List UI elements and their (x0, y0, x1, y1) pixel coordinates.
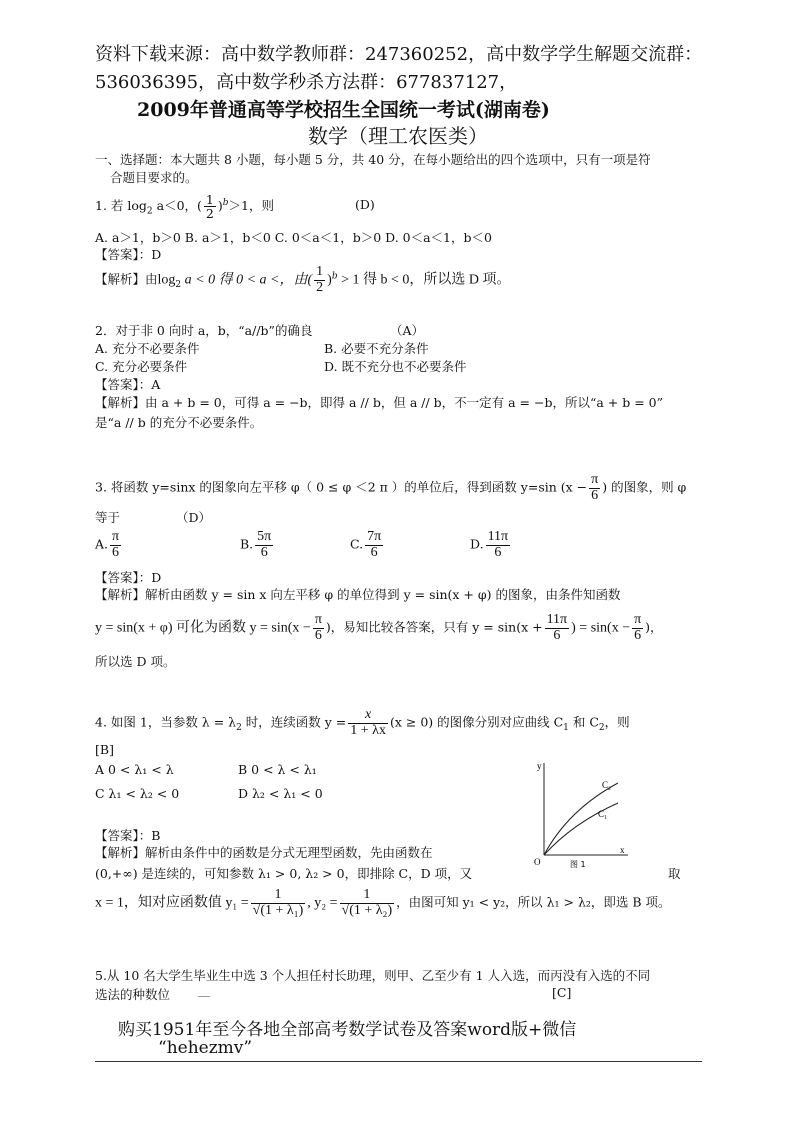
q1-stem: 1. 若 $\log_2 a<0$，( $\frac{1}{2}$ )$^b$＞1，则 (95, 192, 274, 222)
y-axis-label: y (537, 761, 542, 771)
q5-blank (198, 996, 210, 997)
q4-explanation-line2-right: 取 (668, 866, 681, 881)
q3-option-d: D. $\frac{11\pi}{6}$ (470, 529, 509, 560)
q2-answer-key: （A） (390, 323, 425, 338)
c2-label: C₂ (602, 780, 612, 790)
q1-fraction: $\frac{1}{2}$ (205, 192, 214, 222)
q4-answer: 【答案】：B (95, 828, 161, 843)
q3-explanation-line2: y = sin(x + φ) 可化为函数 y = sin(x − $\frac{\pi}{6}$ )，易知比较各答案，只有 y = sin(x + $\frac{11\pi}{6}$ ) = sin(x − $\frac{\pi}{6}$ )， (95, 612, 663, 643)
q2-option-d: D. 既不充分也不必要条件 (324, 359, 467, 374)
q4-stem: 4. 如图 1，当参数 $\lambda = \lambda_2$ 时，连续函数 y = $\frac{x}{1 + \lambda x}$ (x ≥ 0) 的图像分别对应曲线 $C_1$ 和 $C_2$，则 (95, 707, 630, 738)
q1-answer: 【答案】：D (95, 247, 162, 262)
q4-explanation-line1: 【解析】解析由条件中的函数是分式无理型函数，先由函数在 (95, 845, 433, 860)
q2-explanation-line2: 是“a // b 的充分不必要条件。 (95, 415, 263, 430)
section-instruction-line2: 合题目要求的。 (110, 170, 198, 185)
source-info-line1: 资料下载来源：高中数学教师群：247360252，高中数学学生解题交流群： (95, 44, 703, 65)
q4-explanation-line2: (0,+∞) 是连续的，可知参数 λ₁ > 0, λ₂ > 0，即排除 C，D 项，又 (95, 866, 473, 881)
footer-ad-line1: 购买1951年至今各地全部高考数学试卷及答案word版+微信 (118, 1020, 577, 1040)
q2-option-c: C. 充分必要条件 (95, 359, 188, 374)
footer-divider (95, 1061, 702, 1062)
q3-explanation-line1: 【解析】解析由函数 y = sin x 向左平移 φ 的单位得到 y = sin(x + φ) 的图象，由条件知函数 (95, 587, 621, 602)
q5-stem-line1: 5.从 10 名大学生毕业生中选 3 个人担任村长助理，则甲、乙至少有 1 人入选，而丙没有入选的不同 (95, 968, 651, 983)
q4-option-a: A 0 < λ₁ < λ (95, 762, 174, 777)
q4-option-c: C λ₁ < λ₂ < 0 (95, 786, 180, 801)
q3-answer-key: （D） (176, 510, 212, 525)
footer-ad-line2: “hehezmv” (158, 1038, 253, 1058)
q3-answer: 【答案】：D (95, 570, 162, 585)
q1-options: A. a＞1，b＞0 B. a＞1，b＜0 C. 0＜a＜1，b＞0 D. 0＜a＜1，b＜0 (95, 230, 492, 245)
q2-option-a: A. 充分不必要条件 (95, 341, 200, 356)
figure-1-graph (528, 755, 638, 870)
q3-option-b: B. $\frac{5\pi}{6}$ (240, 529, 272, 560)
q4-option-d: D λ₂ < λ₁ < 0 (238, 786, 323, 801)
q3-option-c: C. $\frac{7\pi}{6}$ (350, 529, 382, 560)
q4-option-b: B 0 < λ < λ₁ (238, 762, 317, 777)
q3-explanation-line3: 所以选 D 项。 (95, 654, 176, 669)
x-axis-label: x (620, 845, 625, 855)
origin-label: O (534, 857, 541, 867)
q1-answer-key: (D) (355, 197, 375, 212)
q2-explanation-line1: 【解析】由 a + b = 0，可得 a = −b，即得 a // b，但 a // b，不一定有 a = −b，所以“a + b = 0” (95, 395, 663, 410)
q1-explanation: 【解析】由$\log_2 a < 0$ 得 0 < a <，由( $\frac{1}{2}$ )$^b$ > 1 得 b < 0，所以选 D 项。 (95, 264, 511, 295)
exam-title: 2009年普通高等学校招生全国统一考试(湖南卷) (137, 99, 550, 121)
q2-answer: 【答案】：A (95, 377, 161, 392)
q3-stem-line2: 等于 (95, 510, 121, 525)
q2-option-b: B. 必要不充分条件 (324, 341, 429, 356)
source-info-line2: 536036395，高中数学秒杀方法群：677837127， (95, 72, 518, 93)
c1-label: C₁ (598, 809, 608, 819)
q4-answer-key: [B] (95, 742, 114, 757)
q3-option-a: A. $\frac{\pi}{6}$ (95, 529, 120, 560)
q4-explanation-line3: x = 1，知对应函数值 y₁ = $\frac{1}{\text{√(1 + λ₁)}}$ , y₂ = $\frac{1}{\text{√(1 + λ₂)}}$ ，由图可知 y₁ < y₂，所以 λ₁ > λ₂，即选 B 项。 (95, 887, 671, 918)
section-instruction-line1: 一、选择题：本大题共 8 小题，每小题 5 分，共 40 分，在每小题给出的四个选项中，只有一项是符 (95, 152, 651, 167)
q5-answer-key: [C] (552, 985, 572, 1000)
exam-subtitle: 数学（理工农医类） (308, 124, 488, 148)
q2-stem: 2．对于非 0 向时 a，b，“a//b”的确良 (95, 323, 313, 338)
q3-stem: 3. 将函数 y=sinx 的图象向左平移 φ（ 0 ≤ φ ＜2 π ）的单位后，得到函数 y=sin (x − $\frac{\pi}{6}$ ) 的图象，则 φ (95, 472, 687, 503)
figure-caption: 图 1 (570, 860, 586, 869)
q5-stem-line2: 选法的种数位 (95, 987, 171, 1002)
